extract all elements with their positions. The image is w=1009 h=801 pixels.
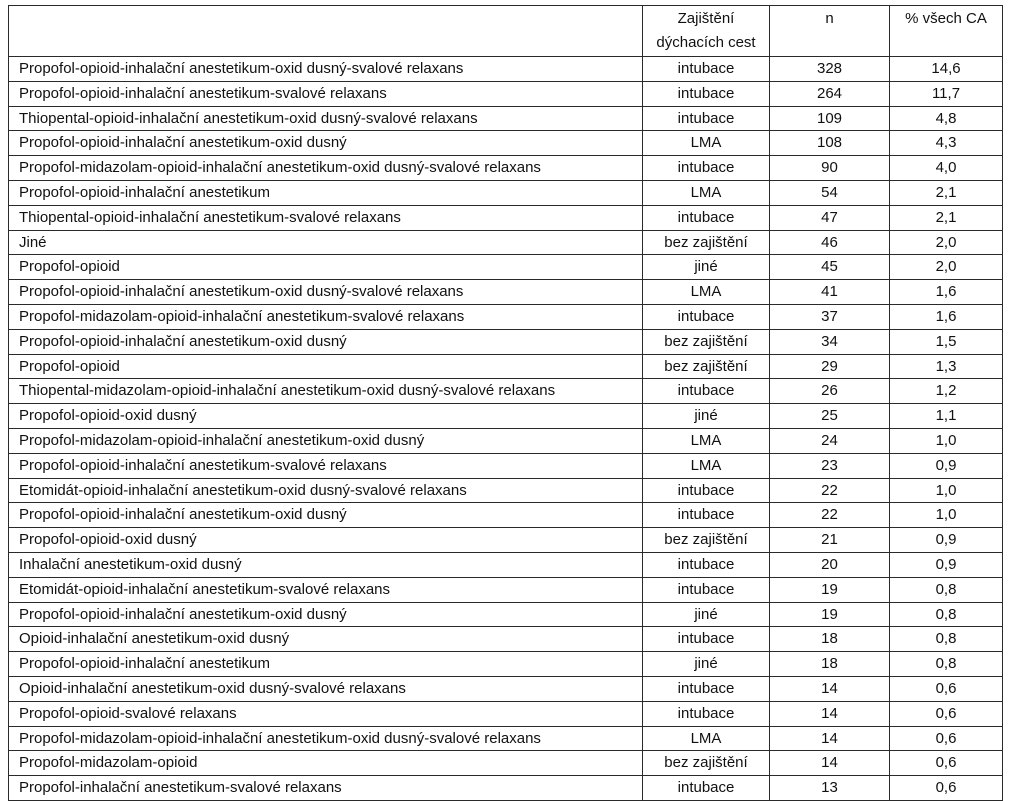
cell-airway-management: bez zajištění xyxy=(643,751,770,776)
cell-anesthesia-combination: Propofol-opioid-oxid dusný xyxy=(9,404,643,429)
header-airway-management xyxy=(643,6,770,57)
cell-anesthesia-combination: Propofol-opioid-svalové relaxans xyxy=(9,701,643,726)
cell-airway-management: LMA xyxy=(643,280,770,305)
cell-percent: 0,8 xyxy=(890,577,1003,602)
cell-percent: 1,2 xyxy=(890,379,1003,404)
table-header xyxy=(9,6,1003,57)
cell-count: 34 xyxy=(770,329,890,354)
cell-count: 19 xyxy=(770,602,890,627)
cell-airway-management: intubace xyxy=(643,57,770,82)
cell-percent: 0,6 xyxy=(890,751,1003,776)
cell-anesthesia-combination: Thiopental-opioid-inhalační anestetikum-svalové relaxans xyxy=(9,205,643,230)
cell-airway-management: jiné xyxy=(643,255,770,280)
cell-count: 14 xyxy=(770,701,890,726)
cell-airway-management: bez zajištění xyxy=(643,230,770,255)
cell-percent: 0,8 xyxy=(890,627,1003,652)
table-row xyxy=(9,354,1003,379)
cell-count: 26 xyxy=(770,379,890,404)
cell-percent: 0,6 xyxy=(890,776,1003,801)
table-row xyxy=(9,577,1003,602)
table-row xyxy=(9,304,1003,329)
cell-anesthesia-combination: Etomidát-opioid-inhalační anestetikum-oxid dusný-svalové relaxans xyxy=(9,478,643,503)
cell-count: 45 xyxy=(770,255,890,280)
cell-count: 264 xyxy=(770,81,890,106)
table-row xyxy=(9,528,1003,553)
cell-anesthesia-combination: Propofol-opioid-inhalační anestetikum-oxid dusný xyxy=(9,602,643,627)
table-row xyxy=(9,404,1003,429)
cell-airway-management: intubace xyxy=(643,106,770,131)
table-row xyxy=(9,503,1003,528)
table-row xyxy=(9,602,1003,627)
cell-count: 24 xyxy=(770,428,890,453)
cell-anesthesia-combination: Propofol-midazolam-opioid-inhalační anestetikum-svalové relaxans xyxy=(9,304,643,329)
cell-count: 19 xyxy=(770,577,890,602)
cell-percent: 1,0 xyxy=(890,478,1003,503)
cell-airway-management: intubace xyxy=(643,701,770,726)
header-anesthesia-combination xyxy=(9,6,643,57)
cell-count: 14 xyxy=(770,676,890,701)
table-row xyxy=(9,478,1003,503)
cell-airway-management: jiné xyxy=(643,652,770,677)
cell-airway-management: intubace xyxy=(643,627,770,652)
table-row xyxy=(9,57,1003,82)
cell-percent: 4,8 xyxy=(890,106,1003,131)
cell-percent: 2,0 xyxy=(890,230,1003,255)
cell-airway-management: intubace xyxy=(643,577,770,602)
cell-count: 18 xyxy=(770,652,890,677)
cell-anesthesia-combination: Inhalační anestetikum-oxid dusný xyxy=(9,552,643,577)
cell-count: 328 xyxy=(770,57,890,82)
cell-anesthesia-combination: Propofol-opioid-inhalační anestetikum-oxid dusný xyxy=(9,329,643,354)
cell-anesthesia-combination: Etomidát-opioid-inhalační anestetikum-svalové relaxans xyxy=(9,577,643,602)
cell-count: 37 xyxy=(770,304,890,329)
cell-airway-management: intubace xyxy=(643,304,770,329)
cell-anesthesia-combination: Propofol-inhalační anestetikum-svalové relaxans xyxy=(9,776,643,801)
cell-anesthesia-combination: Propofol-opioid-inhalační anestetikum xyxy=(9,180,643,205)
cell-anesthesia-combination: Jiné xyxy=(9,230,643,255)
cell-count: 18 xyxy=(770,627,890,652)
cell-count: 23 xyxy=(770,453,890,478)
cell-percent: 2,0 xyxy=(890,255,1003,280)
cell-percent: 11,7 xyxy=(890,81,1003,106)
table-row xyxy=(9,255,1003,280)
cell-percent: 0,8 xyxy=(890,652,1003,677)
cell-count: 108 xyxy=(770,131,890,156)
cell-anesthesia-combination: Propofol-opioid-inhalační anestetikum xyxy=(9,652,643,677)
cell-anesthesia-combination: Opioid-inhalační anestetikum-oxid dusný xyxy=(9,627,643,652)
cell-airway-management: bez zajištění xyxy=(643,329,770,354)
header-count: n xyxy=(770,6,890,57)
cell-anesthesia-combination: Propofol-opioid-inhalační anestetikum-oxid dusný xyxy=(9,503,643,528)
table-row xyxy=(9,428,1003,453)
cell-airway-management: LMA xyxy=(643,428,770,453)
table-row xyxy=(9,726,1003,751)
cell-airway-management: intubace xyxy=(643,81,770,106)
cell-airway-management: LMA xyxy=(643,453,770,478)
cell-count: 90 xyxy=(770,156,890,181)
cell-airway-management: intubace xyxy=(643,676,770,701)
cell-airway-management: intubace xyxy=(643,776,770,801)
cell-percent: 1,6 xyxy=(890,304,1003,329)
table-row xyxy=(9,156,1003,181)
table-row xyxy=(9,776,1003,801)
table-row xyxy=(9,131,1003,156)
table-row xyxy=(9,652,1003,677)
cell-percent: 1,6 xyxy=(890,280,1003,305)
table-row xyxy=(9,106,1003,131)
cell-percent: 1,3 xyxy=(890,354,1003,379)
cell-percent: 0,6 xyxy=(890,676,1003,701)
table-row xyxy=(9,701,1003,726)
cell-percent: 0,6 xyxy=(890,701,1003,726)
cell-airway-management: jiné xyxy=(643,404,770,429)
cell-count: 54 xyxy=(770,180,890,205)
table-row xyxy=(9,329,1003,354)
cell-count: 14 xyxy=(770,751,890,776)
cell-airway-management: intubace xyxy=(643,379,770,404)
table-body xyxy=(9,57,1003,801)
cell-anesthesia-combination: Propofol-midazolam-opioid-inhalační anestetikum-oxid dusný-svalové relaxans xyxy=(9,156,643,181)
table-row xyxy=(9,379,1003,404)
table-row xyxy=(9,280,1003,305)
cell-airway-management: bez zajištění xyxy=(643,354,770,379)
cell-count: 47 xyxy=(770,205,890,230)
cell-airway-management: intubace xyxy=(643,156,770,181)
cell-percent: 4,0 xyxy=(890,156,1003,181)
table-row xyxy=(9,230,1003,255)
cell-anesthesia-combination: Propofol-opioid-inhalační anestetikum-oxid dusný xyxy=(9,131,643,156)
table-row xyxy=(9,81,1003,106)
cell-airway-management: LMA xyxy=(643,131,770,156)
table-row xyxy=(9,676,1003,701)
cell-anesthesia-combination: Propofol-opioid xyxy=(9,354,643,379)
cell-airway-management: LMA xyxy=(643,726,770,751)
cell-airway-management: intubace xyxy=(643,503,770,528)
cell-percent: 0,6 xyxy=(890,726,1003,751)
cell-airway-management: jiné xyxy=(643,602,770,627)
cell-anesthesia-combination: Propofol-opioid xyxy=(9,255,643,280)
cell-percent: 0,9 xyxy=(890,552,1003,577)
header-row xyxy=(9,6,1003,57)
cell-percent: 2,1 xyxy=(890,205,1003,230)
cell-count: 21 xyxy=(770,528,890,553)
table-row xyxy=(9,751,1003,776)
cell-count: 41 xyxy=(770,280,890,305)
cell-anesthesia-combination: Propofol-opioid-inhalační anestetikum-oxid dusný-svalové relaxans xyxy=(9,280,643,305)
cell-count: 22 xyxy=(770,478,890,503)
cell-airway-management: intubace xyxy=(643,478,770,503)
cell-percent: 0,9 xyxy=(890,453,1003,478)
cell-airway-management: bez zajištění xyxy=(643,528,770,553)
cell-count: 29 xyxy=(770,354,890,379)
cell-anesthesia-combination: Opioid-inhalační anestetikum-oxid dusný-svalové relaxans xyxy=(9,676,643,701)
cell-count: 13 xyxy=(770,776,890,801)
cell-anesthesia-combination: Propofol-opioid-oxid dusný xyxy=(9,528,643,553)
table-row xyxy=(9,627,1003,652)
table-row xyxy=(9,552,1003,577)
cell-percent: 2,1 xyxy=(890,180,1003,205)
cell-percent: 0,8 xyxy=(890,602,1003,627)
cell-percent: 0,9 xyxy=(890,528,1003,553)
table-row xyxy=(9,453,1003,478)
cell-airway-management: intubace xyxy=(643,552,770,577)
header-airway-label: Zajištění dýchacích cest xyxy=(656,10,756,51)
cell-percent: 14,6 xyxy=(890,57,1003,82)
cell-anesthesia-combination: Propofol-opioid-inhalační anestetikum-oxid dusný-svalové relaxans xyxy=(9,57,643,82)
header-percent: % všech CA xyxy=(890,6,1003,57)
cell-anesthesia-combination: Propofol-midazolam-opioid xyxy=(9,751,643,776)
cell-percent: 1,1 xyxy=(890,404,1003,429)
cell-count: 25 xyxy=(770,404,890,429)
cell-anesthesia-combination: Propofol-midazolam-opioid-inhalační anestetikum-oxid dusný-svalové relaxans xyxy=(9,726,643,751)
cell-count: 22 xyxy=(770,503,890,528)
cell-percent: 4,3 xyxy=(890,131,1003,156)
cell-percent: 1,0 xyxy=(890,503,1003,528)
cell-anesthesia-combination: Thiopental-opioid-inhalační anestetikum-oxid dusný-svalové relaxans xyxy=(9,106,643,131)
table-row xyxy=(9,180,1003,205)
cell-count: 46 xyxy=(770,230,890,255)
table-row xyxy=(9,205,1003,230)
cell-anesthesia-combination: Propofol-opioid-inhalační anestetikum-svalové relaxans xyxy=(9,81,643,106)
cell-airway-management: intubace xyxy=(643,205,770,230)
cell-percent: 1,0 xyxy=(890,428,1003,453)
cell-count: 20 xyxy=(770,552,890,577)
cell-anesthesia-combination: Propofol-opioid-inhalační anestetikum-svalové relaxans xyxy=(9,453,643,478)
cell-anesthesia-combination: Thiopental-midazolam-opioid-inhalační anestetikum-oxid dusný-svalové relaxans xyxy=(9,379,643,404)
cell-count: 14 xyxy=(770,726,890,751)
cell-percent: 1,5 xyxy=(890,329,1003,354)
anesthesia-combinations-table xyxy=(8,5,1003,801)
cell-airway-management: LMA xyxy=(643,180,770,205)
cell-count: 109 xyxy=(770,106,890,131)
cell-anesthesia-combination: Propofol-midazolam-opioid-inhalační anestetikum-oxid dusný xyxy=(9,428,643,453)
